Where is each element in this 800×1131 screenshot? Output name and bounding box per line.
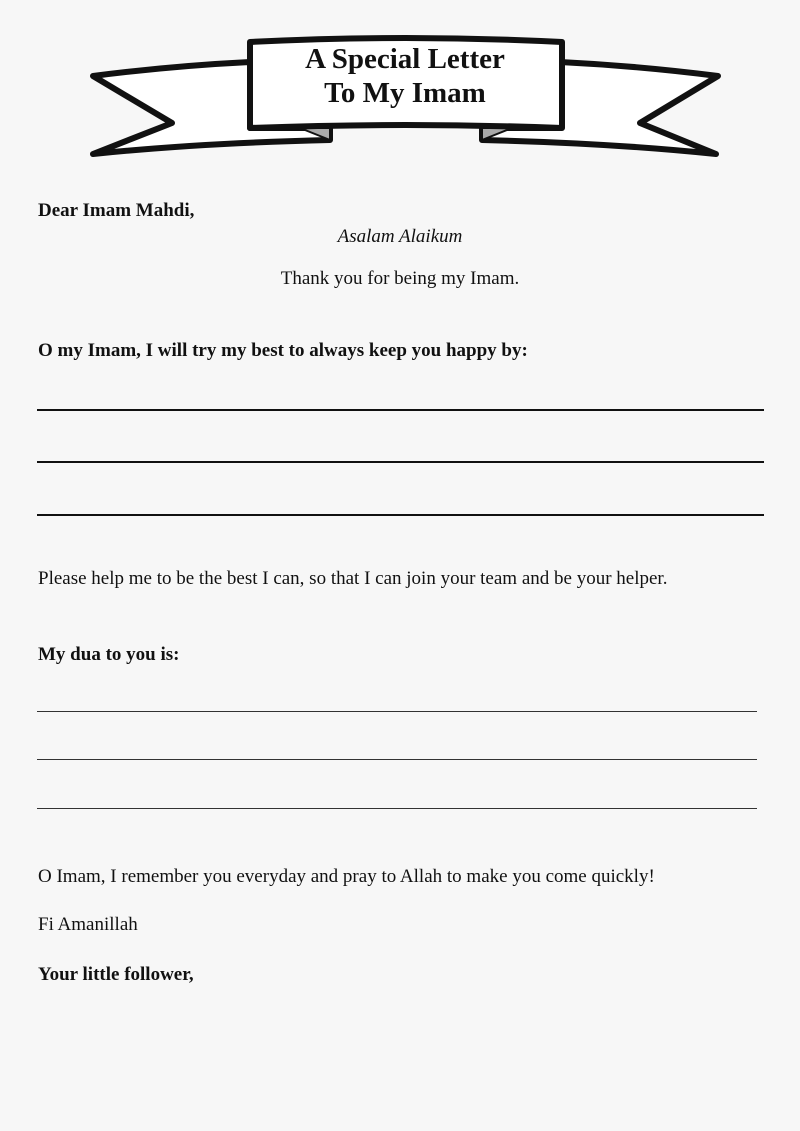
dua-line-2[interactable]	[37, 759, 757, 760]
greeting: Dear Imam Mahdi,	[38, 200, 195, 221]
signoff: Your little follower,	[38, 964, 194, 985]
dua-line-3[interactable]	[37, 808, 757, 809]
banner-title-line2: To My Imam	[324, 77, 486, 109]
remember-text: O Imam, I remember you everyday and pray to Allah to make you come quickly!	[38, 866, 655, 887]
writing-line-2[interactable]	[37, 461, 764, 463]
help-text: Please help me to be the best I can, so that I can join your team and be your helper.	[38, 568, 668, 589]
farewell: Fi Amanillah	[38, 914, 138, 935]
writing-line-1[interactable]	[37, 409, 764, 411]
banner-title-line1: A Special Letter	[305, 43, 505, 75]
salam: Asalam Alaikum	[337, 226, 463, 247]
dua-heading: My dua to you is:	[38, 644, 180, 665]
promise-heading: O my Imam, I will try my best to always keep you happy by:	[38, 340, 528, 361]
thanks-text: Thank you for being my Imam.	[280, 268, 520, 289]
dua-line-1[interactable]	[37, 711, 757, 712]
writing-line-3[interactable]	[37, 514, 764, 516]
banner-title	[248, 42, 562, 110]
